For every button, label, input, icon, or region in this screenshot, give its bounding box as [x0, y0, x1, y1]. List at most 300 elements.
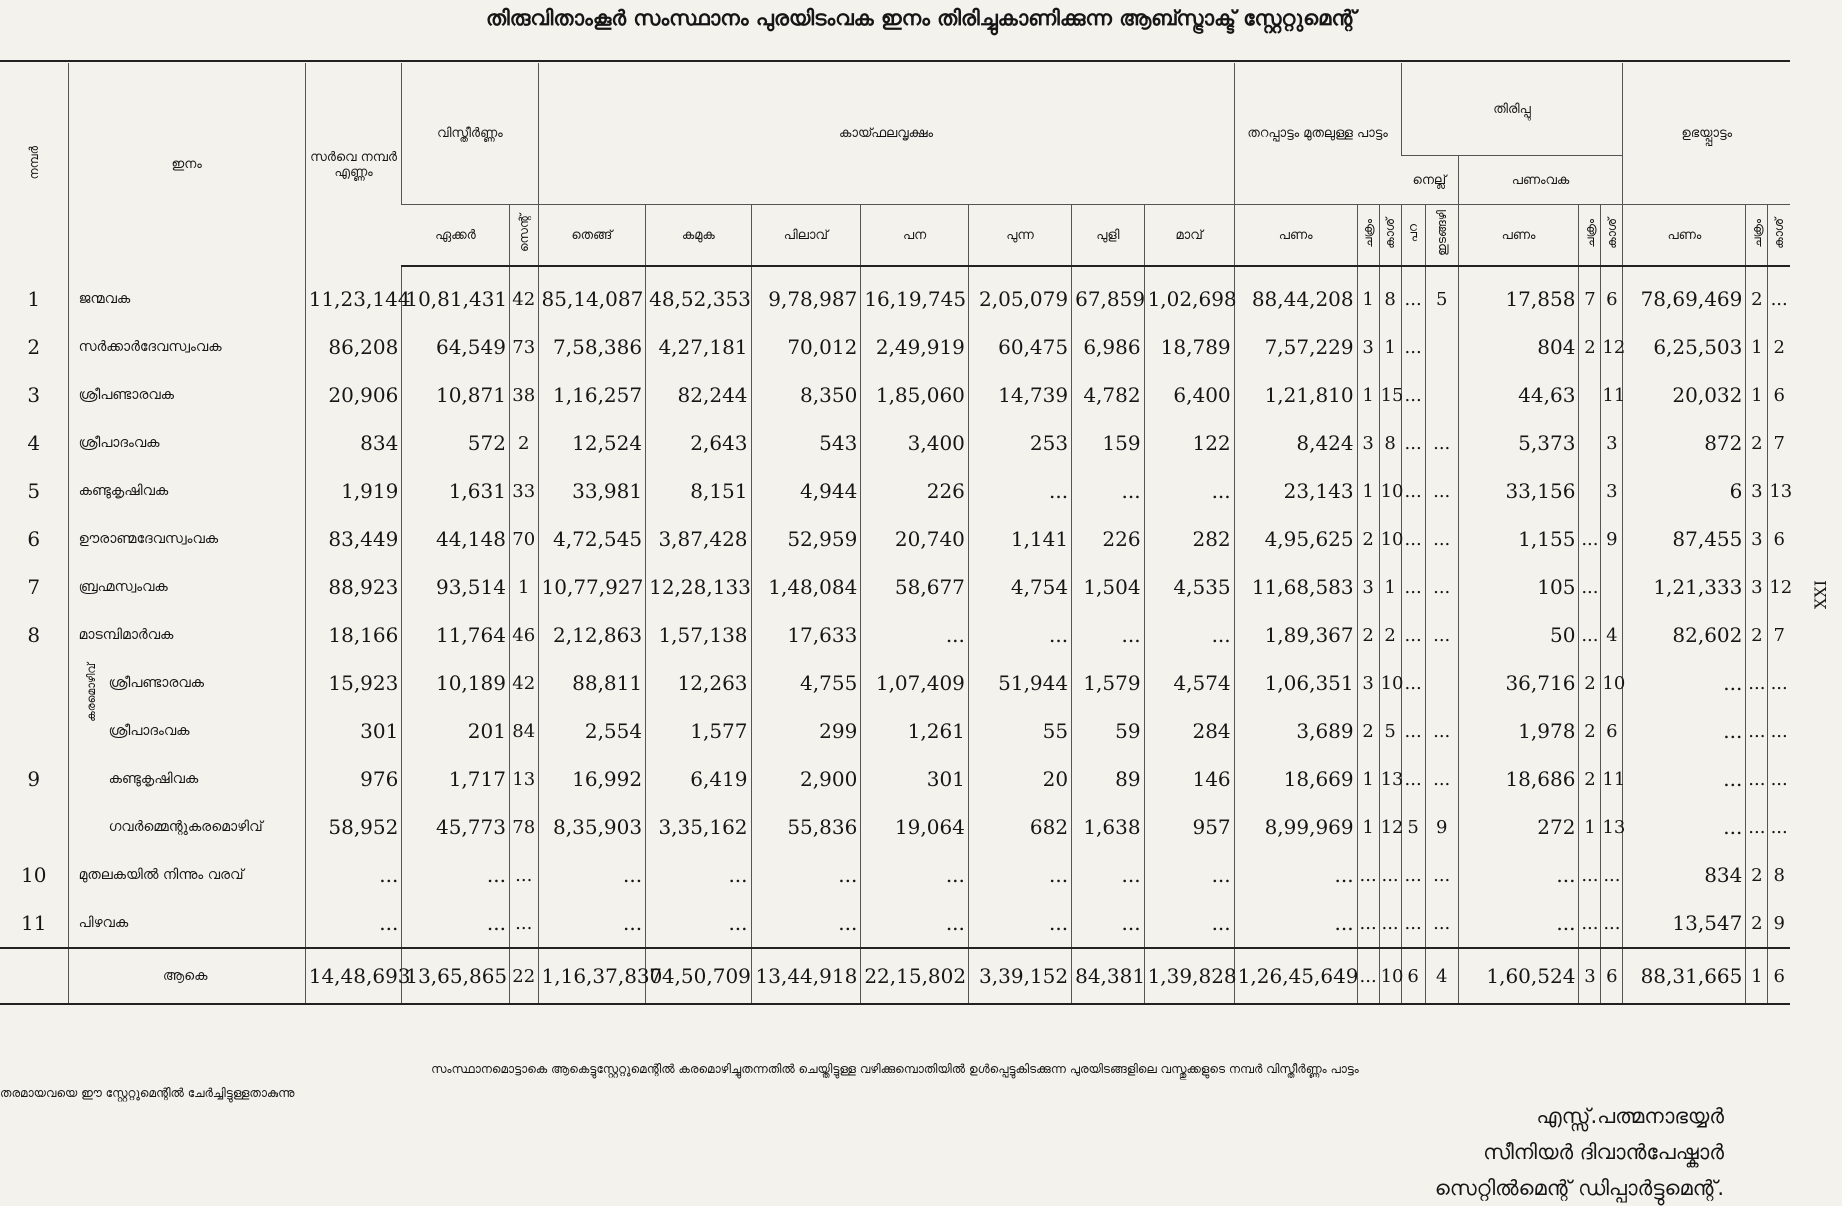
cash-money-cell: 1,155 — [1458, 515, 1579, 563]
coll-money-cell: ... — [1623, 659, 1746, 707]
header-coconut: തെങ്ങ് — [538, 205, 646, 267]
tamarind-cell: ... — [1072, 851, 1144, 899]
cash-money-cell: 18,686 — [1458, 755, 1579, 803]
paddy-para-cell: ... — [1401, 419, 1425, 467]
serial-cell: 5 — [27, 479, 41, 503]
palmyra-cell: 3,400 — [861, 419, 969, 467]
tamarind-cell: ... — [1072, 611, 1144, 659]
cash-money-cell: 272 — [1458, 803, 1579, 851]
coll-chakram-cell: ... — [1746, 707, 1768, 755]
serial-cell: 1 — [27, 286, 41, 311]
cent-cell: 38 — [509, 371, 538, 419]
coll-money-cell: 872 — [1623, 419, 1746, 467]
mango-cell: 957 — [1144, 803, 1234, 851]
header-cash-money: പണം — [1458, 205, 1579, 267]
coll-kasu-cell: ... — [1768, 659, 1790, 707]
acre-cell: ... — [402, 851, 510, 899]
arecanut-cell: 3,87,428 — [646, 515, 751, 563]
total-mango-cell: 1,39,828 — [1144, 948, 1234, 1004]
kasu-cell: 2 — [1379, 611, 1401, 659]
signature-block — [1435, 1098, 1724, 1206]
cash-money-cell: ... — [1458, 899, 1579, 948]
header-tamarind: പുളി — [1072, 205, 1144, 267]
arecanut-cell: 8,151 — [646, 467, 751, 515]
punna-cell: ... — [968, 467, 1071, 515]
coll-money-cell: 6 — [1623, 467, 1746, 515]
cash-chakram-cell: ... — [1579, 515, 1601, 563]
chakram-cell: 3 — [1357, 659, 1379, 707]
header-edangazhi: ഇടങ്ങഴി — [1425, 205, 1458, 267]
chakram-cell: ... — [1357, 899, 1379, 948]
total-coll-chakram-cell: 1 — [1746, 948, 1768, 1004]
punna-cell: 2,05,079 — [968, 266, 1071, 323]
palmyra-cell: 2,49,919 — [861, 323, 969, 371]
coll-chakram-cell: 3 — [1746, 515, 1768, 563]
survey-cell: ... — [305, 899, 402, 948]
cash-kasu-cell: 10 — [1601, 659, 1623, 707]
item-name-cell: ഊരാണ്മദേവസ്വംവക — [68, 515, 305, 563]
serial-cell — [0, 948, 68, 1004]
coconut-cell: 12,524 — [538, 419, 646, 467]
header-paddy: നെല്ല് — [1401, 156, 1458, 205]
header-punna: പുന്ന — [968, 205, 1071, 267]
coll-kasu-cell: ... — [1768, 266, 1790, 323]
mango-cell: 4,535 — [1144, 563, 1234, 611]
header-para: പറ — [1401, 205, 1425, 267]
paddy-para-cell: 5 — [1401, 803, 1425, 851]
money-cell: 4,95,625 — [1234, 515, 1357, 563]
serial-cell: 11 — [21, 911, 47, 935]
kasu-cell: 8 — [1379, 266, 1401, 323]
money-cell: 11,68,583 — [1234, 563, 1357, 611]
cash-kasu-cell — [1601, 563, 1623, 611]
coll-money-cell: 834 — [1623, 851, 1746, 899]
tamarind-cell: 159 — [1072, 419, 1144, 467]
header-collection: ഉഭയ്പ്പാട്ടം — [1623, 63, 1790, 205]
survey-cell: 1,919 — [305, 467, 402, 515]
mango-cell: 18,789 — [1144, 323, 1234, 371]
kasu-cell: 13 — [1379, 755, 1401, 803]
cash-kasu-cell: 12 — [1601, 323, 1623, 371]
cash-kasu-cell: 11 — [1601, 371, 1623, 419]
cash-kasu-cell: 4 — [1601, 611, 1623, 659]
coconut-cell: 10,77,927 — [538, 563, 646, 611]
coconut-cell: 16,992 — [538, 755, 646, 803]
paddy-edangazhi-cell: ... — [1425, 851, 1458, 899]
header-extent: വിസ്തീർണ്ണം — [402, 63, 538, 205]
total-cash-money-cell: 1,60,524 — [1458, 948, 1579, 1004]
jack-cell: 299 — [751, 707, 861, 755]
coconut-cell: 85,14,087 — [538, 266, 646, 323]
acre-cell: 45,773 — [402, 803, 510, 851]
serial-cell: 6 — [27, 527, 41, 551]
coconut-cell: 4,72,545 — [538, 515, 646, 563]
cent-cell: 33 — [509, 467, 538, 515]
coconut-cell: 1,16,257 — [538, 371, 646, 419]
total-label-cell: ആകെ — [68, 948, 305, 1004]
cash-money-cell: 1,978 — [1458, 707, 1579, 755]
money-cell: 3,689 — [1234, 707, 1357, 755]
kasu-cell: 15 — [1379, 371, 1401, 419]
item-name-cell: ശ്രീപണ്ടാരവക കരമൊഴിവ് — [68, 659, 305, 707]
money-cell: 8,424 — [1234, 419, 1357, 467]
paddy-edangazhi-cell: ... — [1425, 611, 1458, 659]
survey-cell: 18,166 — [305, 611, 402, 659]
coll-chakram-cell: 2 — [1746, 266, 1768, 323]
cent-cell: 13 — [509, 755, 538, 803]
money-cell: 18,669 — [1234, 755, 1357, 803]
acre-cell: 64,549 — [402, 323, 510, 371]
header-coll-money: പണം — [1623, 205, 1746, 267]
cent-cell: 42 — [509, 659, 538, 707]
cent-cell: 2 — [509, 419, 538, 467]
item-name-cell: ബ്രഹ്മസ്വംവക — [68, 563, 305, 611]
money-cell: 1,21,810 — [1234, 371, 1357, 419]
coll-money-cell: 78,69,469 — [1623, 266, 1746, 323]
cent-cell: 73 — [509, 323, 538, 371]
coll-kasu-cell: ... — [1768, 707, 1790, 755]
coll-chakram-cell: ... — [1746, 659, 1768, 707]
table-row — [0, 515, 1790, 563]
jack-cell: ... — [751, 851, 861, 899]
header-commutation: തിരിപ്പു — [1401, 63, 1623, 156]
paddy-edangazhi-cell — [1425, 659, 1458, 707]
total-coll-kasu-cell: 6 — [1768, 948, 1790, 1004]
acre-cell: 10,81,431 — [402, 266, 510, 323]
signatory-name: എസ്സ്.പത്മനാഭയ്യർ — [1536, 1104, 1724, 1128]
mango-cell: 122 — [1144, 419, 1234, 467]
punna-cell: 682 — [968, 803, 1071, 851]
paddy-para-cell: ... — [1401, 266, 1425, 323]
chakram-cell: 1 — [1357, 467, 1379, 515]
serial-cell: 9 — [27, 767, 41, 791]
item-name-cell: കണ്ടുകൃഷിവക — [68, 467, 305, 515]
cent-cell: 70 — [509, 515, 538, 563]
chakram-cell: 1 — [1357, 755, 1379, 803]
coll-money-cell: 20,032 — [1623, 371, 1746, 419]
item-name-cell: സർക്കാർദേവസ്വംവക — [68, 323, 305, 371]
coll-chakram-cell: 1 — [1746, 371, 1768, 419]
cash-chakram-cell — [1579, 467, 1601, 515]
jack-cell: 543 — [751, 419, 861, 467]
coll-kasu-cell: 8 — [1768, 851, 1790, 899]
cash-money-cell: 33,156 — [1458, 467, 1579, 515]
paddy-edangazhi-cell — [1425, 371, 1458, 419]
tamarind-cell: ... — [1072, 467, 1144, 515]
money-cell: 1,06,351 — [1234, 659, 1357, 707]
header-item: ഇനം — [68, 63, 305, 266]
item-name-cell: ശ്രീപണ്ടാരവക — [68, 371, 305, 419]
coll-chakram-cell: 1 — [1746, 323, 1768, 371]
punna-cell: 51,944 — [968, 659, 1071, 707]
mango-cell: ... — [1144, 467, 1234, 515]
chakram-cell: 2 — [1357, 611, 1379, 659]
palmyra-cell: ... — [861, 899, 969, 948]
header-mango: മാവ് — [1144, 205, 1234, 267]
kasu-cell: 5 — [1379, 707, 1401, 755]
total-coll-money-cell: 88,31,665 — [1623, 948, 1746, 1004]
header-cash: പണംവക — [1458, 156, 1623, 205]
header-cash-chakram: ചക്രം — [1579, 205, 1601, 267]
serial-cell: 2 — [27, 335, 41, 359]
paddy-edangazhi-cell: ... — [1425, 755, 1458, 803]
serial-cell — [0, 707, 68, 755]
paddy-edangazhi-cell: ... — [1425, 467, 1458, 515]
punna-cell: 4,754 — [968, 563, 1071, 611]
item-name-cell: കണ്ടുകൃഷിവക — [68, 755, 305, 803]
item-name-cell: മാടമ്പിമാർവക — [68, 611, 305, 659]
coll-kasu-cell: 6 — [1768, 371, 1790, 419]
money-cell: ... — [1234, 899, 1357, 948]
total-arecanut-cell: 74,50,709 — [646, 948, 751, 1004]
jack-cell: 4,755 — [751, 659, 861, 707]
tamarind-cell: 1,638 — [1072, 803, 1144, 851]
cash-money-cell: 44,63 — [1458, 371, 1579, 419]
group-9-label: കരമൊഴിവ് — [84, 663, 98, 722]
paddy-para-cell: ... — [1401, 323, 1425, 371]
abstract-statement-table — [0, 63, 1793, 1005]
total-kasu-cell: 10 — [1379, 948, 1401, 1004]
kasu-cell: 10 — [1379, 467, 1401, 515]
header-money: പണം — [1234, 205, 1357, 267]
coll-kasu-cell: 7 — [1768, 419, 1790, 467]
palmyra-cell: 19,064 — [861, 803, 969, 851]
survey-cell: 88,923 — [305, 563, 402, 611]
cash-kasu-cell: 9 — [1601, 515, 1623, 563]
item-name-cell: ശ്രീപാദംവക — [68, 707, 305, 755]
total-acre-cell: 13,65,865 — [402, 948, 510, 1004]
header-serial: നമ്പർ — [26, 145, 41, 180]
arecanut-cell: 48,52,353 — [646, 266, 751, 323]
punna-cell: 1,141 — [968, 515, 1071, 563]
arecanut-cell: 12,263 — [646, 659, 751, 707]
mango-cell: 1,02,698 — [1144, 266, 1234, 323]
coll-chakram-cell: 2 — [1746, 851, 1768, 899]
palmyra-cell: 1,07,409 — [861, 659, 969, 707]
item-name-cell: ഗവർമ്മെന്റുകരമൊഴിവ് — [68, 803, 305, 851]
chakram-cell: ... — [1357, 851, 1379, 899]
coll-money-cell: 6,25,503 — [1623, 323, 1746, 371]
paddy-para-cell: ... — [1401, 707, 1425, 755]
coconut-cell: 7,58,386 — [538, 323, 646, 371]
cent-cell: 78 — [509, 803, 538, 851]
paddy-para-cell: ... — [1401, 371, 1425, 419]
page-marker: XXI — [1811, 580, 1830, 610]
tamarind-cell: ... — [1072, 899, 1144, 948]
total-tamarind-cell: 84,381 — [1072, 948, 1144, 1004]
arecanut-cell: ... — [646, 899, 751, 948]
page-title: തിരുവിതാംകൂർ സംസ്ഥാനം പുരയിടംവക ഇനം തിരിച്ചുകാണിക്കുന്ന ആബ്സ്ട്രാക്ട് സ്റ്റേറ്റുമെന്റ് — [485, 6, 1357, 30]
punna-cell: ... — [968, 611, 1071, 659]
paddy-edangazhi-cell: 9 — [1425, 803, 1458, 851]
coll-kasu-cell: 7 — [1768, 611, 1790, 659]
mango-cell: ... — [1144, 899, 1234, 948]
paddy-edangazhi-cell — [1425, 323, 1458, 371]
cent-cell: 46 — [509, 611, 538, 659]
jack-cell: 8,350 — [751, 371, 861, 419]
coll-money-cell: ... — [1623, 755, 1746, 803]
palmyra-cell: 58,677 — [861, 563, 969, 611]
jack-cell: 55,836 — [751, 803, 861, 851]
survey-cell: 86,208 — [305, 323, 402, 371]
palmyra-cell: 226 — [861, 467, 969, 515]
cash-money-cell: 804 — [1458, 323, 1579, 371]
table-row — [0, 755, 1790, 803]
acre-cell: 10,871 — [402, 371, 510, 419]
cash-chakram-cell: ... — [1579, 851, 1601, 899]
chakram-cell: 1 — [1357, 371, 1379, 419]
total-row — [0, 948, 1790, 1004]
total-paddy-para-cell: 6 — [1401, 948, 1425, 1004]
tamarind-cell: 1,504 — [1072, 563, 1144, 611]
cash-chakram-cell: 2 — [1579, 755, 1601, 803]
serial-cell — [0, 803, 68, 851]
coll-kasu-cell: 6 — [1768, 515, 1790, 563]
cash-kasu-cell: 6 — [1601, 707, 1623, 755]
cash-chakram-cell: ... — [1579, 563, 1601, 611]
coll-money-cell: 87,455 — [1623, 515, 1746, 563]
cash-kasu-cell: ... — [1601, 851, 1623, 899]
paddy-para-cell: ... — [1401, 899, 1425, 948]
cash-kasu-cell: 6 — [1601, 266, 1623, 323]
cent-cell: 84 — [509, 707, 538, 755]
survey-cell: 11,23,144 — [305, 266, 402, 323]
kasu-cell: 10 — [1379, 515, 1401, 563]
serial-cell: 3 — [27, 383, 41, 407]
money-cell: ... — [1234, 851, 1357, 899]
header-jack: പിലാവ് — [751, 205, 861, 267]
coll-kasu-cell: 12 — [1768, 563, 1790, 611]
coll-money-cell: 82,602 — [1623, 611, 1746, 659]
paddy-edangazhi-cell: ... — [1425, 899, 1458, 948]
coll-money-cell: 13,547 — [1623, 899, 1746, 948]
item-name-cell: ശ്രീപാദംവക — [68, 419, 305, 467]
paddy-para-cell: ... — [1401, 755, 1425, 803]
money-cell: 7,57,229 — [1234, 323, 1357, 371]
money-cell: 88,44,208 — [1234, 266, 1357, 323]
header-coll-kasu: കാശ് — [1768, 205, 1790, 267]
coll-chakram-cell: 3 — [1746, 467, 1768, 515]
header-assessment: തറപ്പാട്ടം മുതലുള്ള പാട്ടം — [1234, 63, 1401, 205]
cash-chakram-cell — [1579, 419, 1601, 467]
tamarind-cell: 4,782 — [1072, 371, 1144, 419]
signatory-department: സെറ്റിൽമെന്റ് ഡിപ്പാർട്ടുമെന്റ്. — [1434, 1176, 1724, 1200]
header-acre: ഏക്കർ — [402, 205, 510, 267]
kasu-cell: 12 — [1379, 803, 1401, 851]
item-name-cell: പിഴവക — [68, 899, 305, 948]
serial-cell: 10 — [21, 863, 47, 887]
palmyra-cell: 301 — [861, 755, 969, 803]
paddy-edangazhi-cell: ... — [1425, 419, 1458, 467]
paddy-edangazhi-cell: 5 — [1425, 266, 1458, 323]
kasu-cell: 10 — [1379, 659, 1401, 707]
paddy-edangazhi-cell: ... — [1425, 563, 1458, 611]
coconut-cell: 33,981 — [538, 467, 646, 515]
cash-chakram-cell: 7 — [1579, 266, 1601, 323]
punna-cell: 14,739 — [968, 371, 1071, 419]
coconut-cell: ... — [538, 851, 646, 899]
total-coconut-cell: 1,16,37,830 — [538, 948, 646, 1004]
palmyra-cell: ... — [861, 611, 969, 659]
punna-cell: 55 — [968, 707, 1071, 755]
coll-chakram-cell: ... — [1746, 803, 1768, 851]
arecanut-cell: 6,419 — [646, 755, 751, 803]
table-row — [0, 899, 1790, 948]
jack-cell: 2,900 — [751, 755, 861, 803]
header-palmyra: പന — [861, 205, 969, 267]
kasu-cell: 8 — [1379, 419, 1401, 467]
paddy-para-cell: ... — [1401, 611, 1425, 659]
palmyra-cell: 16,19,745 — [861, 266, 969, 323]
chakram-cell: 2 — [1357, 707, 1379, 755]
total-cent-cell: 22 — [509, 948, 538, 1004]
coconut-cell: ... — [538, 899, 646, 948]
mango-cell: 4,574 — [1144, 659, 1234, 707]
table-row — [0, 266, 1790, 323]
serial-cell: 7 — [27, 575, 41, 599]
total-jack-cell: 13,44,918 — [751, 948, 861, 1004]
survey-cell: 834 — [305, 419, 402, 467]
punna-cell: ... — [968, 851, 1071, 899]
acre-cell: 93,514 — [402, 563, 510, 611]
palmyra-cell: 1,85,060 — [861, 371, 969, 419]
chakram-cell: 2 — [1357, 515, 1379, 563]
tamarind-cell: 6,986 — [1072, 323, 1144, 371]
tamarind-cell: 1,579 — [1072, 659, 1144, 707]
punna-cell: 60,475 — [968, 323, 1071, 371]
total-paddy-edangazhi-cell: 4 — [1425, 948, 1458, 1004]
total-money-cell: 1,26,45,649 — [1234, 948, 1357, 1004]
survey-cell: 15,923 — [305, 659, 402, 707]
header-arecanut: കമുക — [646, 205, 751, 267]
total-cash-chakram-cell: 3 — [1579, 948, 1601, 1004]
cent-cell: 42 — [509, 266, 538, 323]
cent-cell: ... — [509, 851, 538, 899]
coll-kasu-cell: 2 — [1768, 323, 1790, 371]
survey-cell: 58,952 — [305, 803, 402, 851]
acre-cell: 572 — [402, 419, 510, 467]
tamarind-cell: 59 — [1072, 707, 1144, 755]
jack-cell: 1,48,084 — [751, 563, 861, 611]
arecanut-cell: 1,57,138 — [646, 611, 751, 659]
acre-cell: 11,764 — [402, 611, 510, 659]
table-row — [0, 803, 1790, 851]
cent-cell: 1 — [509, 563, 538, 611]
arecanut-cell: 4,27,181 — [646, 323, 751, 371]
cash-kasu-cell: ... — [1601, 899, 1623, 948]
total-cash-kasu-cell: 6 — [1601, 948, 1623, 1004]
punna-cell: ... — [968, 899, 1071, 948]
palmyra-cell: ... — [861, 851, 969, 899]
tamarind-cell: 67,859 — [1072, 266, 1144, 323]
cash-money-cell: 105 — [1458, 563, 1579, 611]
total-palmyra-cell: 22,15,802 — [861, 948, 969, 1004]
header-cash-kasu: കാശ് — [1601, 205, 1623, 267]
footnote-line-1: സംസ്ഥാനമൊട്ടാകെ ആകെട്ടുസ്റ്റേറ്റുമെന്റിൽ കരമൊഴിച്ചുതന്നതിൽ ചെയ്തിട്ടുള്ള വഴിക്കുമ്പൊതിയിൽ ഉൾപ്പെട്ടുകിടക്കുന്ന പുരയിടങ്ങളിലെ വസ്തുക്കളുടെ നമ്പർ വിസ്തീർണ്ണം പാട്ടം — [431, 1062, 1359, 1076]
serial-cell — [0, 659, 68, 707]
paddy-para-cell: ... — [1401, 851, 1425, 899]
total-survey-cell: 14,48,693 — [305, 948, 402, 1004]
coconut-cell: 88,811 — [538, 659, 646, 707]
arecanut-cell: 2,643 — [646, 419, 751, 467]
palmyra-cell: 1,261 — [861, 707, 969, 755]
coll-chakram-cell: 2 — [1746, 899, 1768, 948]
coll-kasu-cell: 13 — [1768, 467, 1790, 515]
mango-cell: 146 — [1144, 755, 1234, 803]
arecanut-cell: 3,35,162 — [646, 803, 751, 851]
paddy-para-cell: ... — [1401, 659, 1425, 707]
cash-chakram-cell: 1 — [1579, 803, 1601, 851]
